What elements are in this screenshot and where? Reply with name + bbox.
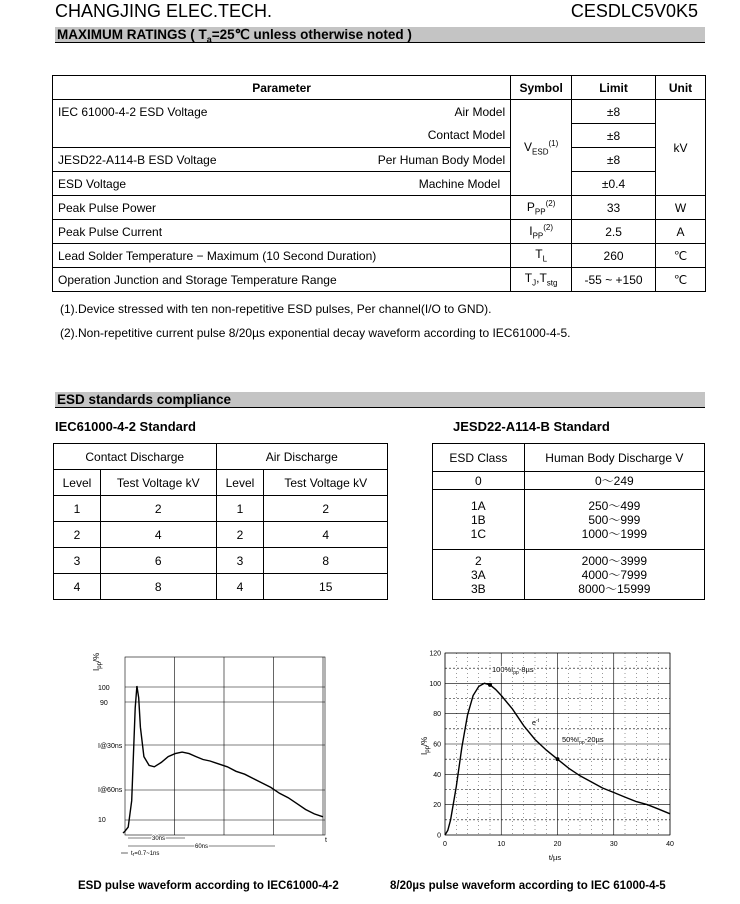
note-2: (2).Non-repetitive current pulse 8/20µs exponential decay waveform according to IEC61000-4-5. [60,326,571,340]
table-header-row: ESD Class Human Body Discharge V [433,444,705,472]
y-tick-i30: I@30ns [98,743,123,750]
x-axis-label: t [325,837,327,844]
y-tick-label: 60 [433,741,441,749]
table-row: 0 0～249 [433,472,705,490]
table-row: Peak Pulse Current $I_{PP}^{(2)}$ 2.5 A [53,220,706,244]
span-60ns-label: 60ns [195,844,209,850]
table-row: JESD22-A114-B ESD Voltage Per Human Body Model ±8 [53,148,706,172]
x-tick-label: 40 [666,841,674,848]
x-tick-label: 10 [497,841,506,848]
jesd-standard-table [432,443,705,600]
page-header [55,0,698,22]
x-axis-label: t/µs [548,853,562,862]
esd-chart-caption: ESD pulse waveform according to IEC61000-4-2 [78,880,339,892]
x-tick-label: 30 [609,841,618,848]
note-1: (1).Device stressed with ten non-repetitive ESD pulses, Per channel(I/O to GND). [60,302,492,316]
y-tick-i60: I@60ns [98,787,123,794]
table-row: 3 6 3 8 [54,548,388,574]
iec-standard-title: IEC61000-4-2 Standard [55,419,196,434]
table-row: Contact Model ±8 [53,124,706,148]
part-number: CESDLC5V0K5 [570,0,698,21]
iec-standard-table [53,443,388,600]
y-tick-label: 120 [429,650,441,658]
span-30ns-label: 30ns [152,836,166,842]
company-name: CHANGJING ELEC.TECH. [55,0,273,21]
plot-frame [125,657,325,835]
y-tick-100: 100 [98,685,110,692]
y-tick-label: 20 [433,802,441,810]
y-tick-label: 80 [433,711,441,719]
peak-annotation: $100\%I_{pp}-8\mu s$ [492,665,534,676]
chart-grid [125,657,325,835]
max-ratings-title: MAXIMUM RATINGS ( $T_a=25℃$ unless otherwise noted ) [55,27,705,43]
surge-chart-caption: 8/20µs pulse waveform according to IEC 61000-4-5 [390,880,666,892]
y-tick-10: 10 [98,817,106,824]
y-tick-label: 100 [429,680,441,688]
rise-time-label: tr=0.7~1ns [131,851,160,858]
table-row: Peak Pulse Power $P_{PP}^{(2)}$ 33 W [53,196,706,220]
y-tick-labels [429,651,441,840]
chart-grid [445,653,670,835]
table-row: 1 2 1 2 [54,496,388,522]
table-row: Operation Junction and Storage Temperature Range $T_J,T_{stg}$ -55 ~ +150 ℃ [53,268,706,292]
jesd-standard-title: JESD22-A114-B Standard [453,419,610,434]
table-row: 4 8 4 15 [54,574,388,600]
half-value-marker [556,757,560,761]
table-row: ESD Voltage Machine Model ±0.4 [53,172,706,196]
max-ratings-table [52,75,706,292]
half-value-annotation: $50\%I_{pp}-20\mu s$ [562,735,604,746]
vesd-symbol: $V_{ESD}^{(1)}$ [511,100,572,196]
esd-pulse-series-line [123,686,323,833]
table-row: Lead Solder Temperature − Maximum (10 Second Duration) $T_L$ 260 ℃ [53,244,706,268]
esd-pulse-chart [85,645,345,860]
y-axis-label: $I_{pp}/\%$ [92,652,103,671]
esd-compliance-title: ESD standards compliance [55,392,705,408]
surge-pulse-chart [410,645,680,865]
table-header-row: Parameter Symbol Limit Unit [53,76,706,100]
table-row: 1A 1B 1C 250～499 500～999 1000～1999 [433,490,705,550]
table-row: 2 4 2 4 [54,522,388,548]
y-tick-label: 0 [437,832,441,840]
x-tick-label: 20 [553,841,562,848]
decay-annotation: $e^{-t}$ [532,718,539,727]
x-tick-label: 0 [443,841,447,848]
y-axis-label: $I_{pp}/\%$ [420,736,431,755]
table-row: IEC 61000-4-2 ESD Voltage Air Model $V_{ESD}^{(1)}$ ±8 kV [53,100,706,124]
table-header-row: Contact Discharge Air Discharge [54,444,388,470]
peak-marker [488,683,492,687]
y-tick-label: 40 [433,771,441,779]
table-row: 2 3A 3B 2000～3999 4000～7999 8000～15999 [433,550,705,600]
x-tick-labels [443,841,674,848]
table-header-row: Level Test Voltage kV Level Test Voltage kV [54,470,388,496]
y-tick-90: 90 [100,700,108,707]
